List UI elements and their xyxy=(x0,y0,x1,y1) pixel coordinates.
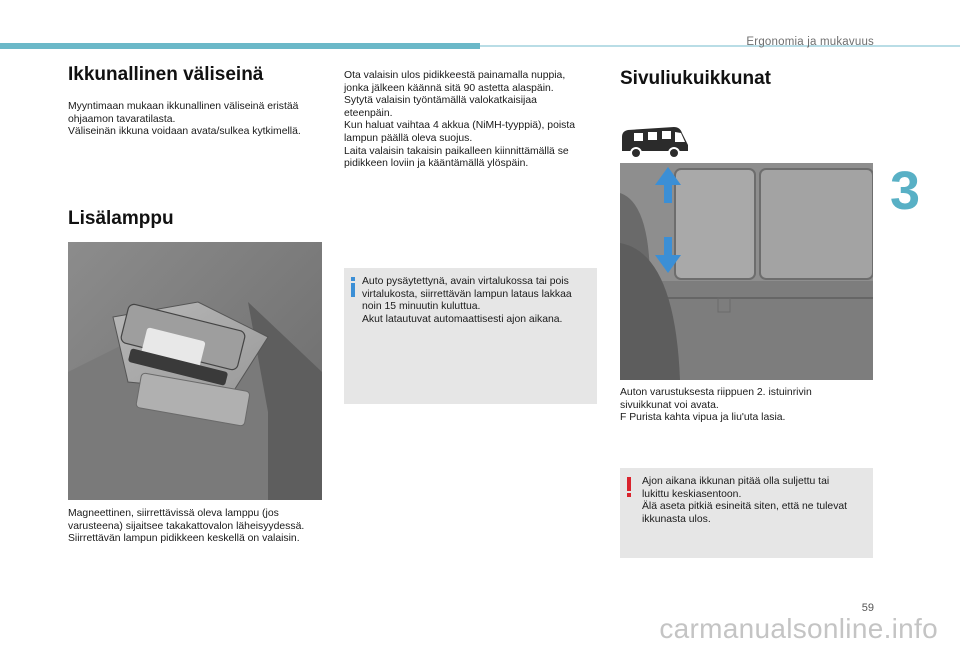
warning-icon xyxy=(626,477,632,497)
van-icon xyxy=(620,125,690,161)
lamp-illustration xyxy=(68,242,322,500)
lamp-caption xyxy=(68,508,330,546)
text-line: lukittu keskiasentoon. xyxy=(642,488,742,500)
header-rule xyxy=(480,45,960,47)
watermark: carmanualsonline.info xyxy=(659,613,938,644)
sliding-window-paragraph xyxy=(620,387,873,425)
text-line: Siirrettävän lampun pidikkeen keskellä on valaisin. xyxy=(68,533,300,545)
text-line: Akut latautuvat automaattisesti ajon aikana. xyxy=(362,313,563,325)
text-line: Auto pysäytettynä, avain virtalukossa tai pois xyxy=(362,276,569,287)
text-line: eteenpäin. xyxy=(344,107,393,119)
lamp-instructions xyxy=(344,70,604,171)
text-line: Ota valaisin ulos pidikkeestä painamalla nuppia, xyxy=(344,70,566,81)
info-icon xyxy=(350,277,356,297)
lamp-photo xyxy=(68,242,322,500)
text-line: Laita valaisin takaisin paikalleen kiinnittämällä se xyxy=(344,145,569,157)
text-line: Väliseinän ikkuna voidaan avata/sulkea kytkimellä. xyxy=(68,126,301,138)
text-line: Kun haluat vaihtaa 4 akkua (NiMH-tyyppiä), poista xyxy=(344,120,576,132)
text-line: Myyntimaan mukaan ikkunallinen väliseinä eristää xyxy=(68,101,299,112)
info-note xyxy=(344,268,597,404)
text-line: lampun päällä oleva suojus. xyxy=(344,132,473,144)
text-line: Ajon aikana ikkunan pitää olla suljettu tai xyxy=(642,476,830,487)
text-line: jonka jälkeen käännä sitä 90 astetta alaspäin. xyxy=(344,82,554,94)
text-line: ikkunasta ulos. xyxy=(642,513,711,525)
text-line: pidikkeen loviin ja kääntämällä ylöspäin. xyxy=(344,158,529,170)
heading-sliding-windows: Sivuliukuikkunat xyxy=(620,68,771,89)
chapter-number: 3 xyxy=(890,161,921,221)
warning-note xyxy=(620,468,873,558)
text-line: Sytytä valaisin työntämällä valokatkaisijaa xyxy=(344,95,537,107)
text-line: Magneettinen, siirrettävissä oleva lamppu (jos xyxy=(68,508,279,519)
partition-paragraph xyxy=(68,101,328,139)
text-line: noin 15 minuutin kuluttua. xyxy=(362,301,481,313)
header-accent-bar xyxy=(0,43,480,49)
heading-partition-window: Ikkunallinen väliseinä xyxy=(68,64,264,85)
page-number: 59 xyxy=(861,602,874,614)
heading-extra-lamp: Lisälamppu xyxy=(68,208,174,229)
text-line: sivuikkunat voi avata. xyxy=(620,399,719,411)
text-line: F Purista kahta vipua ja liu'uta lasia. xyxy=(620,412,786,424)
text-line: Auton varustuksesta riippuen 2. istuinrivin xyxy=(620,387,812,398)
section-title: Ergonomia ja mukavuus xyxy=(746,36,874,48)
text-line: virtalukosta, siirrettävän lampun lataus lakkaa xyxy=(362,288,572,300)
warning-note-text xyxy=(642,476,865,526)
text-line: Älä aseta pitkiä esineitä siten, että ne tulevat xyxy=(642,501,848,513)
sliding-window-illustration xyxy=(620,163,873,380)
text-line: varusteena) sijaitsee takakattovalon läheisyydessä. xyxy=(68,520,305,532)
info-note-text xyxy=(362,276,589,326)
sliding-window-photo xyxy=(620,163,873,380)
text-line: ohjaamon tavaratilasta. xyxy=(68,113,176,125)
